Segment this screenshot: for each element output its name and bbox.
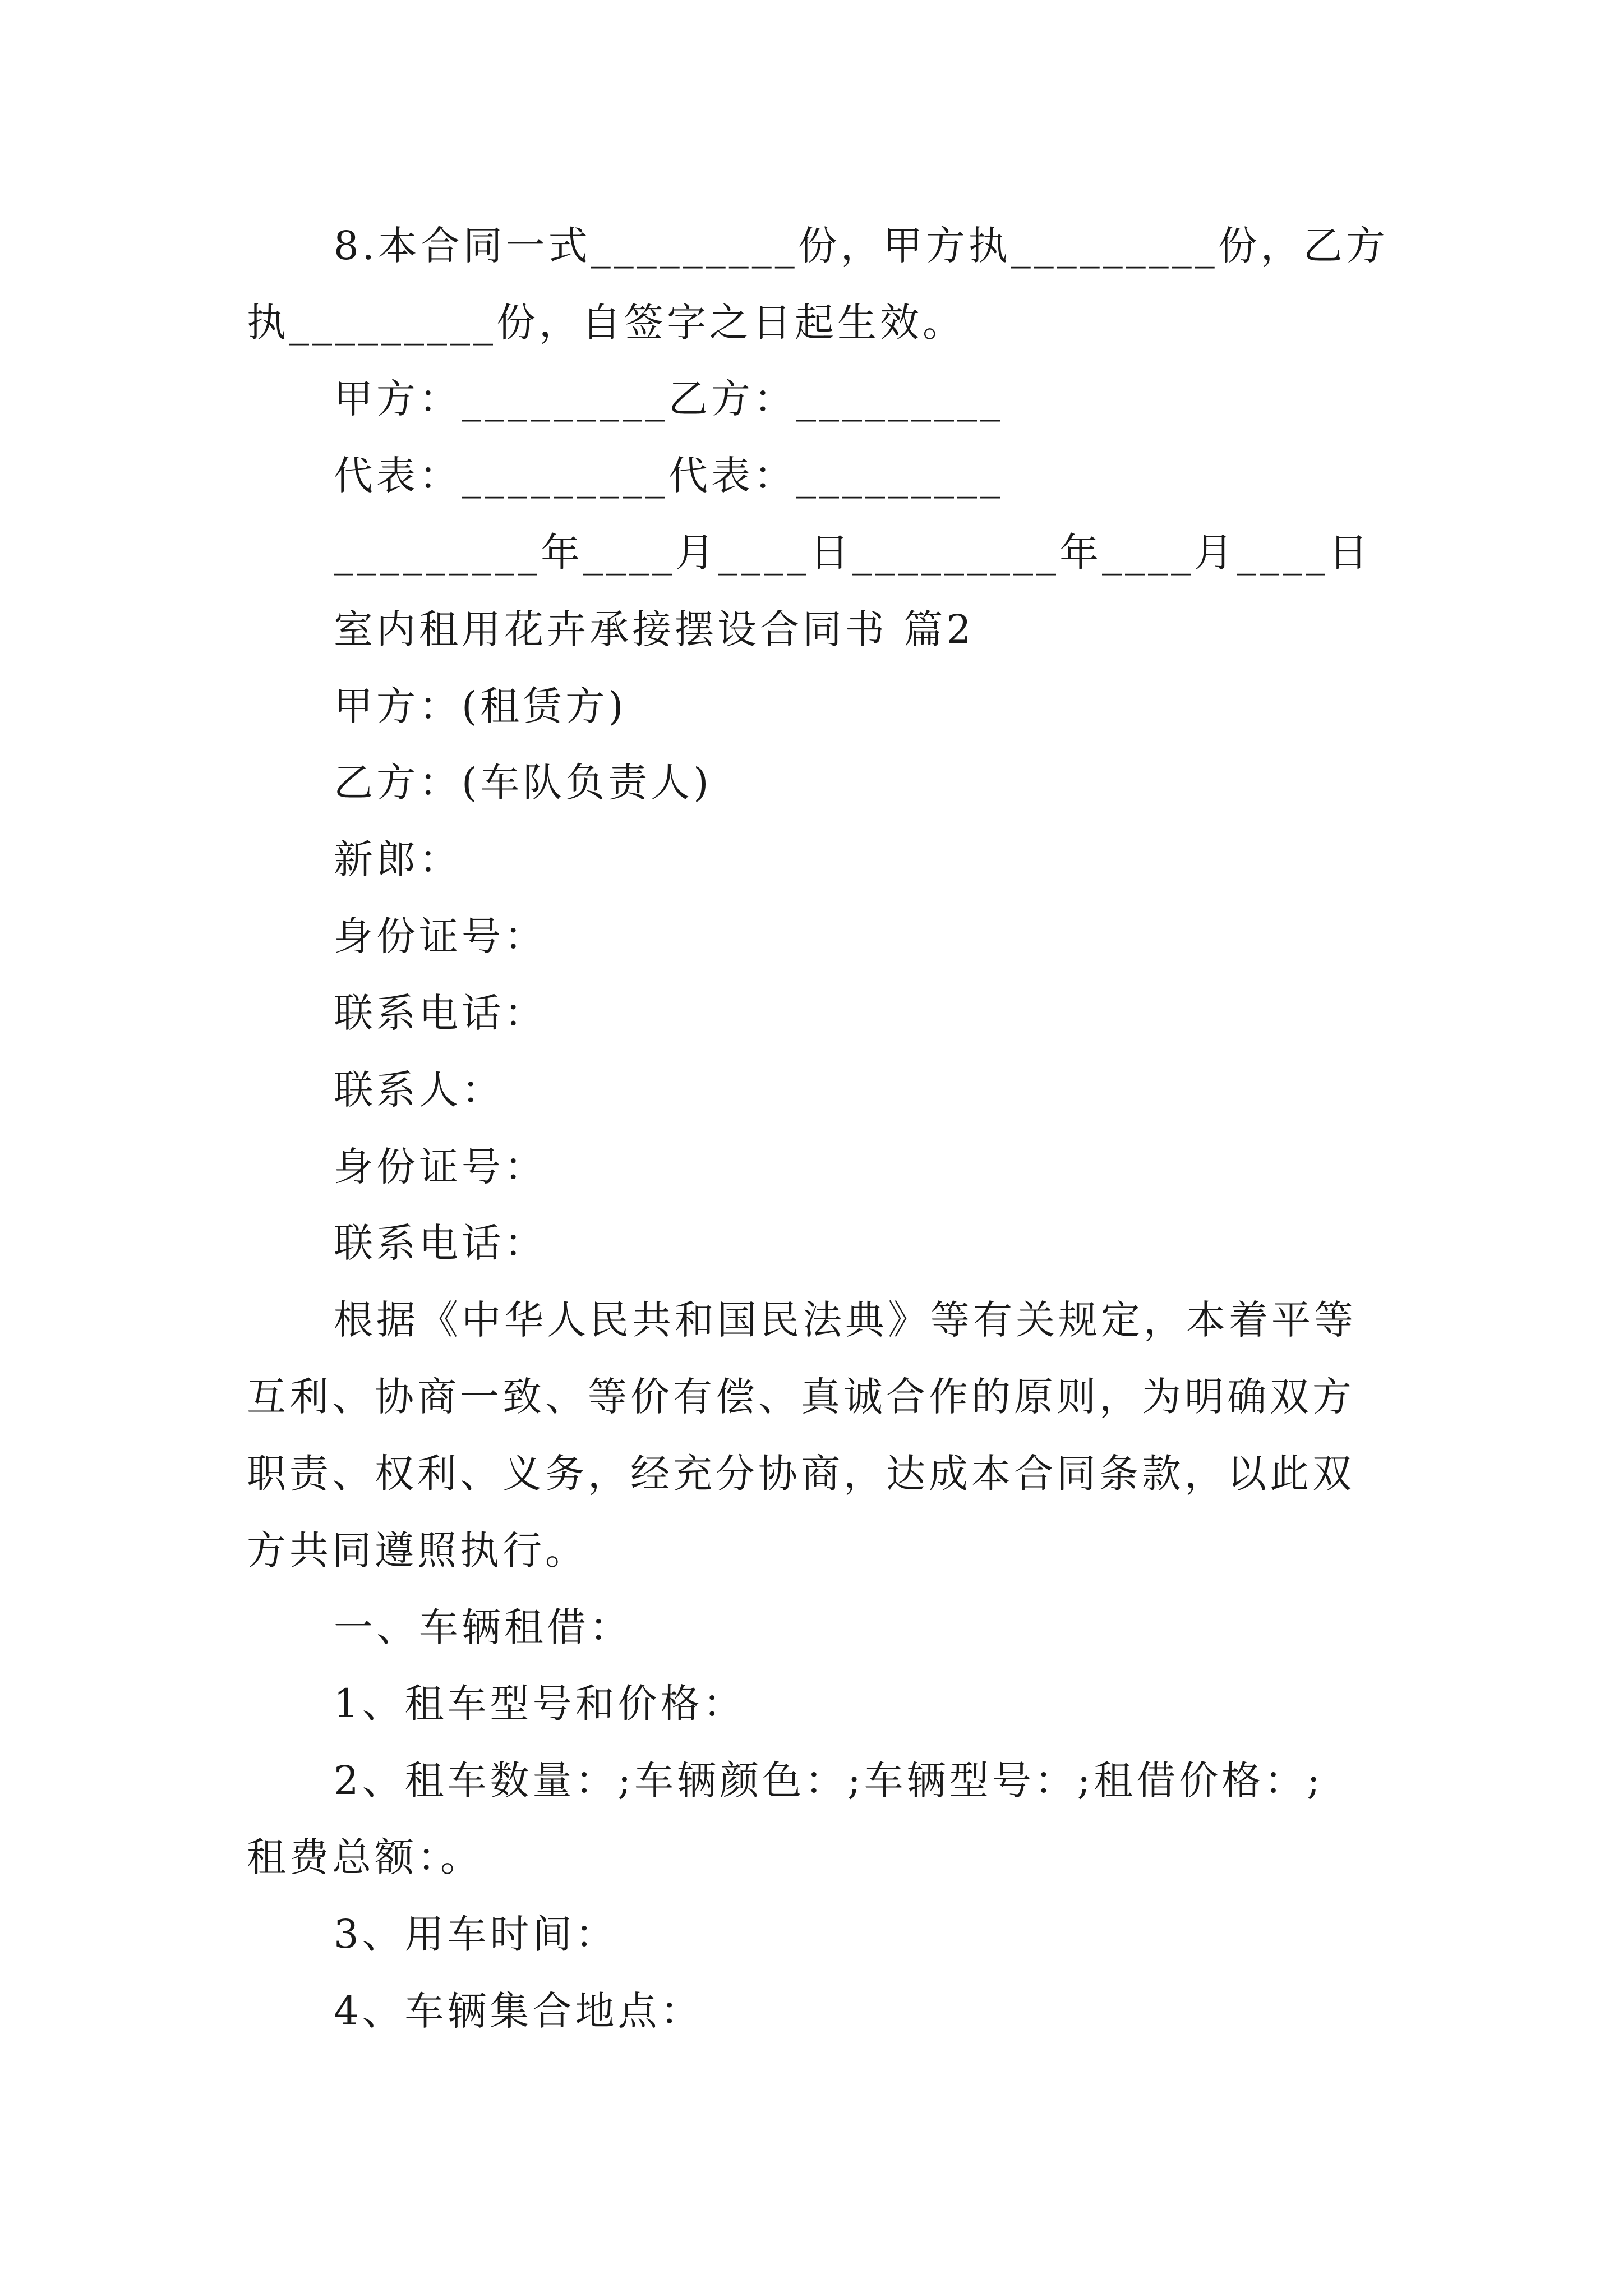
phone-line: 联系电话：	[334, 990, 547, 1036]
preamble-line-1: 根据《中华人民共和国民法典》等有关规定，本着平等	[334, 1297, 1357, 1343]
item-2-line-2: 租费总额：。	[247, 1834, 483, 1880]
preamble-line-4: 方共同遵照执行。	[247, 1527, 588, 1573]
contact-id-number-line: 身份证号：	[334, 1144, 547, 1190]
item-4-line: 4、车辆集合地点：	[334, 1988, 703, 2034]
item-2-line-1: 2、租车数量：;车辆颜色：;车辆型号：;租借价格：;	[334, 1757, 1324, 1803]
item-1-line: 1、租车型号和价格：	[334, 1681, 746, 1727]
preamble-line-2: 互利、协商一致、等价有偿、真诚合作的原则，为明确双方	[247, 1374, 1355, 1420]
contact-person-line: 联系人：	[334, 1067, 504, 1113]
contract-2-title: 室内租用花卉承接摆设合同书 篇2	[334, 606, 975, 652]
id-number-line: 身份证号：	[334, 913, 547, 959]
party-b-line: 乙方：(车队负责人)	[334, 760, 712, 806]
date-line: _________年____月____日_________年____月____日	[334, 530, 1371, 576]
clause-8-line-2: 执_________份，自签字之日起生效。	[247, 300, 965, 346]
preamble-line-3: 职责、权利、义务，经充分协商，达成本合同条款，以此双	[247, 1451, 1355, 1497]
clause-8-line-1: 8.本合同一式_________份，甲方执_________份，乙方	[334, 223, 1389, 269]
item-3-line: 3、用车时间：	[334, 1911, 618, 1957]
party-a-b-signature-line: 甲方：_________乙方：_________	[334, 376, 1003, 422]
groom-line: 新郎：	[334, 836, 462, 882]
party-a-line: 甲方：(租赁方)	[334, 683, 627, 729]
contact-phone-line: 联系电话：	[334, 1220, 547, 1266]
section-1-heading: 一、车辆租借：	[334, 1604, 632, 1650]
representative-signature-line: 代表：_________代表：_________	[334, 453, 1003, 499]
